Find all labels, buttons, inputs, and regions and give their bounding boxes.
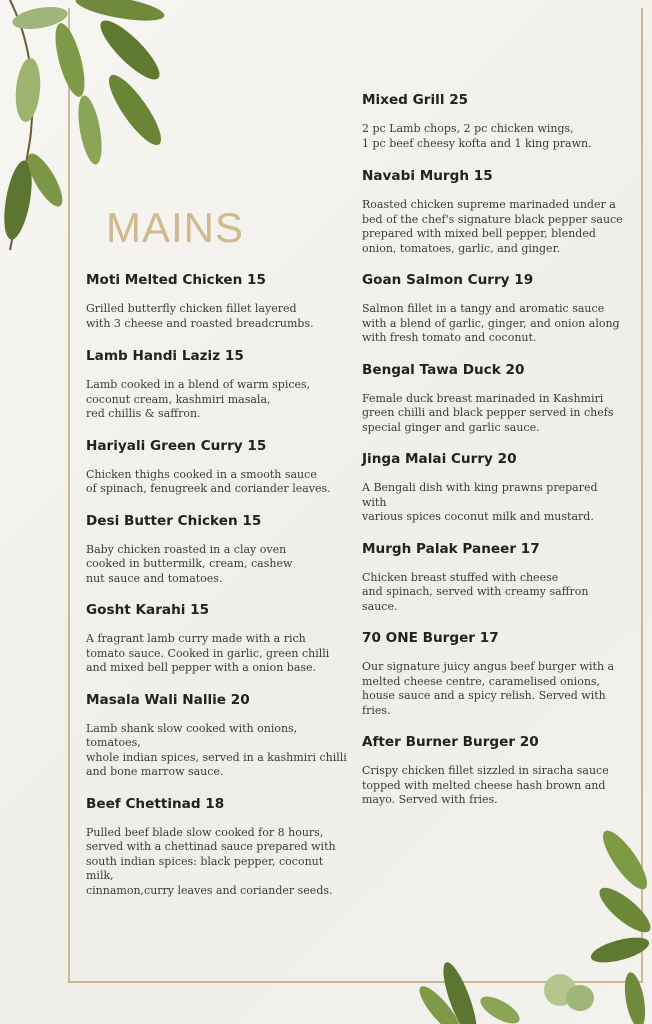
menu-item-description: Crispy chicken fillet sizzled in siracha sauce topped with melted cheese hash brown and mayo. Served with fries.	[362, 764, 609, 806]
menu-item	[362, 541, 624, 615]
menu-item	[86, 692, 348, 780]
section-heading-mains: MAINS	[106, 204, 245, 251]
leaf-decoration-bottom-right	[400, 820, 652, 1024]
menu-item	[362, 272, 624, 346]
menu-item-title: Mixed Grill 25	[362, 92, 469, 108]
menu-item-title: 70 ONE Burger 17	[362, 630, 499, 646]
menu-item	[362, 92, 624, 151]
menu-item	[86, 513, 348, 587]
menu-item	[362, 451, 624, 525]
menu-item	[86, 602, 348, 676]
menu-item-title: Bengal Tawa Duck 20	[362, 361, 525, 378]
menu-item-description: Female duck breast marinaded in Kashmiri green chilli and black pepper served in chefs special ginger and garlic sauce.	[362, 391, 614, 434]
menu-item-title: Desi Butter Chicken 15	[86, 512, 262, 529]
menu-item-title: Navabi Murgh 15	[362, 168, 493, 184]
menu-item-description: Lamb cooked in a blend of warm spices, coconut cream, kashmiri masala, red chillis & saffron.	[86, 378, 311, 420]
menu-item-title: Beef Chettinad 18	[86, 795, 225, 812]
menu-item	[86, 438, 348, 497]
menu-item-description: Roasted chicken supreme marinaded under a bed of the chef's signature black pepper sauce prepared with mixed bell pepper, blended onion, tomatoes, garlic, and ginger.	[362, 198, 623, 255]
menu-item-description: A Bengali dish with king prawns prepared with various spices coconut milk and mustard.	[362, 481, 598, 523]
right-menu-column	[362, 92, 624, 808]
menu-item-title: Moti Melted Chicken 15	[86, 272, 266, 288]
menu-item-description: Baby chicken roasted in a clay oven cooked in buttermilk, cream, cashew nut sauce and tomatoes.	[86, 542, 293, 585]
menu-item-description: Salmon fillet in a tangy and aromatic sauce with a blend of garlic, ginger, and onion along with fresh tomato and coconut.	[362, 302, 620, 344]
menu-item	[362, 630, 624, 718]
left-menu-column	[86, 272, 348, 898]
menu-item	[86, 348, 348, 422]
menu-item-title: After Burner Burger 20	[362, 734, 539, 750]
menu-item-title: Lamb Handi Laziz 15	[86, 348, 244, 364]
menu-item-title: Murgh Palak Paneer 17	[362, 540, 540, 557]
menu-item-description: Chicken breast stuffed with cheese and spinach, served with creamy saffron sauce.	[362, 570, 589, 613]
menu-item-title: Jinga Malai Curry 20	[362, 451, 517, 467]
menu-item	[86, 272, 348, 331]
menu-item	[362, 734, 624, 808]
menu-item	[362, 168, 624, 256]
menu-item	[86, 796, 348, 899]
menu-item-title: Goan Salmon Curry 19	[362, 272, 534, 288]
menu-item-description: 2 pc Lamb chops, 2 pc chicken wings, 1 pc beef cheesy kofta and 1 king prawn.	[362, 122, 592, 150]
menu-item-title: Masala Wali Nallie 20	[86, 691, 250, 708]
menu-item-description: Pulled beef blade slow cooked for 8 hours, served with a chettinad sauce prepared with south indian spices: black pepper, coconut milk, cinnamon,curry leaves and coriander seeds.	[86, 825, 336, 897]
menu-item-description: Our signature juicy angus beef burger with a melted cheese centre, caramelised onions, house sauce and a spicy relish. Served with fries.	[362, 660, 615, 717]
menu-item-description: Lamb shank slow cooked with onions, tomatoes, whole indian spices, served in a kashmiri chilli and bone marrow sauce.	[86, 721, 347, 778]
menu-item-description: Grilled butterfly chicken fillet layered with 3 cheese and roasted breadcrumbs.	[86, 302, 314, 330]
menu-item-description: A fragrant lamb curry made with a rich tomato sauce. Cooked in garlic, green chilli and mixed bell pepper with a onion base.	[86, 632, 330, 674]
menu-item	[362, 362, 624, 436]
menu-item-title: Gosht Karahi 15	[86, 602, 210, 618]
menu-item-title: Hariyali Green Curry 15	[86, 437, 267, 454]
menu-item-description: Chicken thighs cooked in a smooth sauce of spinach, fenugreek and coriander leaves.	[86, 467, 331, 495]
